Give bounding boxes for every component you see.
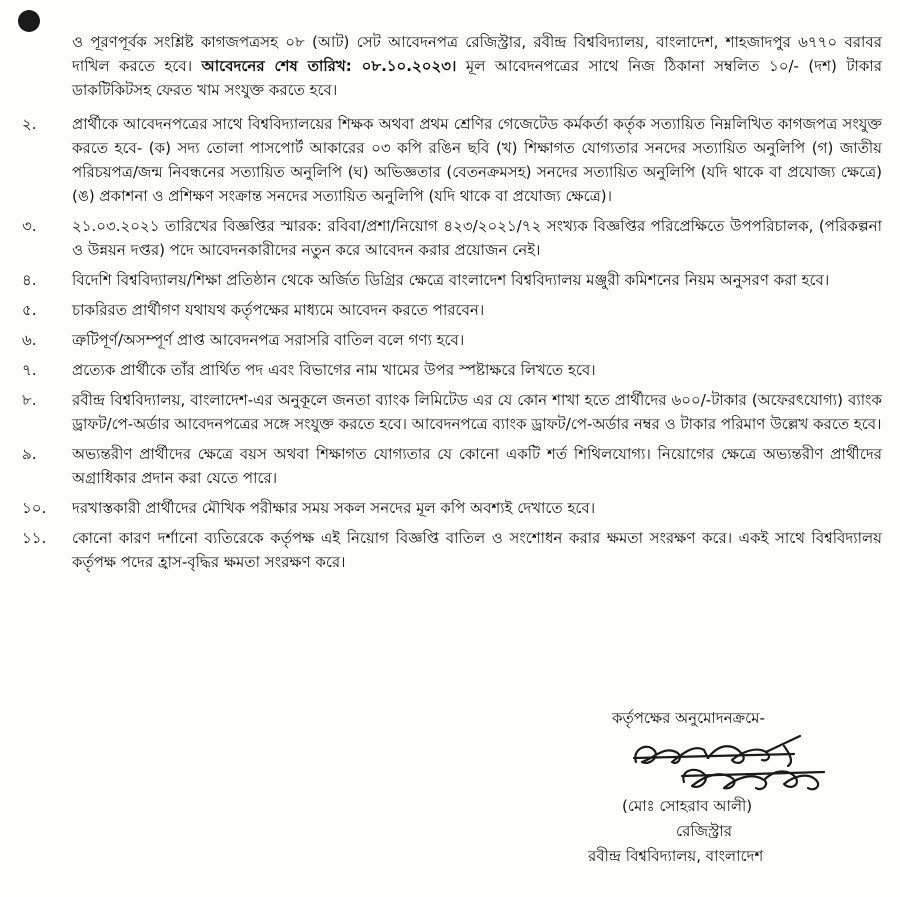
instructions-list bbox=[22, 112, 882, 580]
list-item-number: ৩. bbox=[22, 217, 37, 235]
list-item bbox=[22, 442, 882, 490]
list-item-number: ৪. bbox=[22, 271, 37, 289]
list-item-text: চাকরিরত প্রার্থীগণ যথাযথ কর্তৃপক্ষের মাধ্যমে আবেদন করতে পারবেন। bbox=[72, 301, 485, 319]
list-item-number: ১০. bbox=[22, 499, 47, 517]
list-item bbox=[22, 526, 882, 574]
list-item bbox=[22, 298, 882, 322]
signatory-title: রেজিস্ট্রার bbox=[676, 822, 733, 840]
list-item-text: প্রার্থীকে আবেদনপত্রের সাথে বিশ্ববিদ্যালয়ের শিক্ষক অথবা প্রথম শ্রেণির গেজেটেড কর্মকর্তা কর্তৃক সত্যায়িত নিম্নলিখিত কাগজপত্র সংযুক্ত করতে হবে- (ক) সদ্য তোলা পাসপোর্ট আকারের ০৩ কপি রঙিন ছবি (খ) শিক্ষাগত যোগ্যতার সনদের সত্যায়িত অনুলিপি (গ) জাতীয় পরিচয়পত্র/জন্ম নিবন্ধনের সত্যায়িত অনুলিপি (ঘ) অভিজ্ঞতার (বেতনক্রমসহ) সনদের সত্যায়িত অনুলিপি (যদি থাকে বা প্রযোজ্য ক্ষেত্রে) (ঙ) প্রকাশনা ও প্রশিক্ষণ সংক্রান্ত সনদের সত্যায়িত অনুলিপি (যদি থাকে বা প্রযোজ্য ক্ষেত্রে)। bbox=[72, 115, 882, 205]
handwritten-signature bbox=[624, 732, 864, 802]
list-item bbox=[22, 268, 882, 292]
list-item bbox=[22, 112, 882, 208]
intro-text-part1: ও পূরণপূর্বক সংশ্লিষ্ট কাগজপত্রসহ ০৮ (আট) সেট আবেদনপত্র রেজিস্ট্রার, রবীন্দ্র বিশ্ববিদ্যালয়, বাংলাদেশ, শাহজাদপুর ৬৭৭০ বরাবর দাখিল করতে হবে। bbox=[72, 33, 882, 75]
approval-line: কর্তৃপক্ষের অনুমোদনক্রমে- bbox=[612, 709, 765, 727]
signatory-organization: রবীন্দ্র বিশ্ববিদ্যালয়, বাংলাদেশ bbox=[588, 847, 764, 865]
list-item-text: ২১.০৩.২০২১ তারিখের বিজ্ঞপ্তির স্মারক: রবিবা/প্রশা/নিয়োগ ৪২৩/২০২১/৭২ সংখ্যক বিজ্ঞপ্তির পরিপ্রেক্ষিতে উপপরিচালক, (পরিকল্পনা ও উন্নয়ন দপ্তর) পদে আবেদনকারীদের নতুন করে আবেদন করার প্রয়োজন নেই। bbox=[72, 217, 882, 259]
list-item-text: বিদেশি বিশ্ববিদ্যালয়/শিক্ষা প্রতিষ্ঠান থেকে অর্জিত ডিগ্রির ক্ষেত্রে বাংলাদেশ বিশ্ববিদ্যালয় মঞ্জুরী কমিশনের নিয়ম অনুসরণ করা হবে। bbox=[72, 271, 830, 289]
list-item-text: দরখাস্তকারী প্রার্থীদের মৌখিক পরীক্ষার সময় সকল সনদের মূল কপি অবশ্যই দেখাতে হবে। bbox=[72, 499, 596, 517]
list-item-text: ত্রুটিপূর্ণ/অসম্পূর্ণ প্রাপ্ত আবেদনপত্র সরাসরি বাতিল বলে গণ্য হবে। bbox=[72, 331, 465, 349]
list-item-number: ১১. bbox=[22, 529, 47, 547]
intro-text-part2: মূল আবেদনপত্রের সাথে নিজ ঠিকানা সম্বলিত ১০/- (দশ) টাকার ডাকটিকিটসহ ফেরত খাম সংযুক্ত করতে হবে। bbox=[72, 57, 882, 99]
list-item-number: ৫. bbox=[22, 301, 37, 319]
list-item bbox=[22, 328, 882, 352]
signatory-name: (মোঃ সোহরাব আলী) bbox=[622, 797, 753, 815]
list-item-number: ৬. bbox=[22, 331, 37, 349]
list-item bbox=[22, 388, 882, 436]
list-item-text: রবীন্দ্র বিশ্ববিদ্যালয়, বাংলাদেশ-এর অনুকূলে জনতা ব্যাংক লিমিটেড এর যে কোন শাখা হতে প্রার্থীদের ৬০০/-টাকার (অফেরৎযোগ্য) ব্যাংক ড্রাফট/পে-অর্ডার আবেদনপত্রের সঙ্গে সংযুক্ত করতে হবে। আবেদনপত্রে ব্যাংক ড্রাফট/পে-অর্ডার নম্বর ও টাকার পরিমাণ উল্লেখ করতে হবে। bbox=[72, 391, 882, 433]
list-item-text: কোনো কারণ দর্শানো ব্যতিরেকে কর্তৃপক্ষ এই নিয়োগ বিজ্ঞপ্তি বাতিল ও সংশোধন করার ক্ষমতা সংরক্ষণ করে। একই সাথে বিশ্ববিদ্যালয় কর্তৃপক্ষ পদের হ্রাস-বৃদ্ধির ক্ষমতা সংরক্ষণ করে। bbox=[72, 529, 882, 571]
punch-hole-mark bbox=[18, 10, 40, 32]
application-deadline: আবেদনের শেষ তারিখ: ০৮.১০.২০২৩। bbox=[201, 57, 457, 75]
intro-paragraph bbox=[72, 30, 882, 102]
list-item bbox=[22, 214, 882, 262]
list-item-number: ২. bbox=[22, 115, 37, 133]
list-item-text: অভ্যন্তরীণ প্রার্থীদের ক্ষেত্রে বয়স অথবা শিক্ষাগত যোগ্যতার যে কোনো একটি শর্ত শিথিলযোগ্য। নিয়োগের ক্ষেত্রে অভ্যন্তরীণ প্রার্থীদের অগ্রাধিকার প্রদান করা যেতে পারে। bbox=[72, 445, 882, 487]
list-item-text: প্রত্যেক প্রার্থীকে তাঁর প্রার্থিত পদ এবং বিভাগের নাম খামের উপর স্পষ্টাক্ষরে লিখতে হবে। bbox=[72, 361, 596, 379]
list-item-number: ৮. bbox=[22, 391, 37, 409]
list-item-number: ৯. bbox=[22, 445, 37, 463]
list-item-number: ৭. bbox=[22, 361, 37, 379]
list-item bbox=[22, 358, 882, 382]
list-item bbox=[22, 496, 882, 520]
